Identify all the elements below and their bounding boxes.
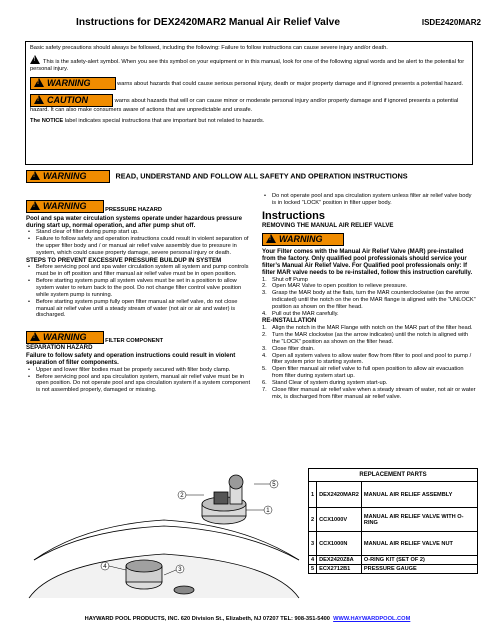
list-item: 4. Open all system valves to allow water flow from filter to pool and pool to pump / filter system prior to starting system. [262,352,472,366]
notice-definition: The NOTICE label indicates special instructions that are important but not related to hazards. [30,117,265,124]
list-item: • Failure to follow safety and operation instructions could result in violent separation of the upper filter body and / or manual air relief valve assembly due to pressure in system, which could cause property damage, severe personal injury or death. [26,236,252,257]
list-item: 1. Align the notch in the MAR Flange with notch on the MAR part of the filter head. [262,324,473,331]
parts-table-header: REPLACEMENT PARTS [309,469,478,482]
page-footer: HAYWARD POOL PRODUCTS, INC. 620 Division St., Elizabeth, NJ 07207 TEL: 908-351-5400 WWW.HAYWARDPOOL.COM [84,616,411,622]
steps-heading: STEPS TO PREVENT EXCESSIVE PRESSURE BUILDUP IN SYSTEM [26,256,222,264]
list-item: 4. Pull out the MAR carefully. [262,311,339,318]
diagram-label: 3 [178,567,182,574]
notice-text: Your Filter comes with the Manual Air Relief Valve (MAR) pre-installed from the factory. Only qualified pool professionals should service your filter’s Manual Air Relief Valve. For Qualified pool professionals only: If filter MAR valve needs to be re-installed, follow this instruction carefully. [262,247,473,277]
document-code: ISDE2420MAR2 [421,18,481,27]
list-item: 5. Open filter manual air relief valve to full open position to allow air evacuation from filter during system start up. [262,366,464,380]
warning-label: !WARNING [30,77,116,90]
removing-heading: REMOVING THE MANUAL AIR RELIEF VALVE [262,221,394,229]
list-item: • Before servicing pool and spa circulation system, manual air relief valve must be in open position. Do not operate pool and spa circulation system if a system component is not assembled properly, damaged or missing. [26,374,252,395]
filter-component-heading: !WARNING FILTER COMPONENT [26,331,252,345]
separation-heading: SEPARATION HAZARD [26,344,93,352]
warning-definition: !WARNING warns about hazards that could cause serious personal injury, death or major property damage and if ignored presents a potential hazard. [30,77,468,90]
page-title: Instructions for DEX2420MAR2 Manual Air Relief Valve [76,17,341,28]
safety-alert-icon [30,55,40,64]
caution-definition: !CAUTION warns about hazards that will or can cause minor or moderate personal injury and/or property damage and if ignored presents a potential hazard. It can also make consumers aware of actions that are unpredictable and unsafe. [30,94,468,114]
warning-label: !WARNING [26,170,110,183]
table-row: 4 DEX2420Z8A O-RING KIT (SET OF 2) [309,556,478,565]
table-row: 2 CCX1000V MANUAL AIR RELIEF VALVE WITH O-RING [309,508,478,532]
safety-heading: !WARNING READ, UNDERSTAND AND FOLLOW ALL SAFETY AND OPERATION INSTRUCTIONS [26,170,471,183]
diagram-label: 4 [103,564,107,571]
list-item: 7. Close filter manual air relief valve when a steady stream of water, not air or water mix, is discharged from filter manual air relief valve. [262,387,476,400]
diagram-label: 2 [180,493,184,500]
remove-steps [262,277,476,318]
pressure-list [26,229,252,257]
lock-list [262,193,476,207]
warning-label: !WARNING [26,200,104,213]
removing-warning [262,233,476,246]
list-item: 2. Turn the MAR clockwise (as the arrow indicates) until the notch is aligned with the “LOCK” position as shown on the filter head. [262,331,469,345]
right-column [262,193,476,401]
list-item: • Upper and lower filter bodies must be properly secured with filter body clamp. [26,367,252,374]
safety-intro-box [25,41,473,165]
table-row: 5 ECX2712B1 PRESSURE GAUGE [309,565,478,574]
instructions-heading: Instructions [262,209,325,222]
website-link[interactable]: WWW.HAYWARDPOOL.COM [333,616,411,622]
reinstall-steps [262,325,476,401]
list-item: • Do not operate pool and spa circulation system unless filter air relief valve body is in locked “LOCK” position in filter upper body. [262,193,476,207]
warning-label: !WARNING [26,331,104,344]
steps-list [26,264,252,319]
reinstall-heading: RE-INSTALLATION [262,316,317,324]
pressure-intro: Pool and spa water circulation systems operate under hazardous pressure during start up, normal operation, and after pump shut off. [26,214,243,230]
list-item: 3. Grasp the MAR body at the flats, turn the MAR counterclockwise (as the arrow indicated) until the notch on the on the MAR flange is aligned with the “UNLOCK” position as shown on the filter head. [262,290,476,311]
diagram-label: 5 [272,482,276,489]
diagram-label: 1 [266,508,270,515]
page-header [76,17,486,31]
list-item: 1. Shut off Pump [262,276,308,283]
separation-list [26,367,252,395]
warning-label: !WARNING [262,233,344,246]
list-item: 3. Close filter drain. [262,345,315,352]
list-item: • Before starting system pump all system valves must be set in a position to allow system water to return back to the pool. Do not change filter control valve position while system pump is running. [26,278,252,299]
list-item: • Stand clear of filter during pump start up. [26,229,252,236]
list-item: • Before starting system pump fully open filter manual air relief valve, do not close manual air relief valve until a steady stream of water (not air or air and water) is discharged. [26,299,252,320]
exploded-parts-diagram [24,470,304,600]
table-row: 1 DEX2420MAR2 MANUAL AIR RELIEF ASSEMBLY [309,482,478,508]
table-row: 3 CCX1000N MANUAL AIR RELIEF VALVE NUT [309,532,478,556]
left-column [26,200,252,394]
caution-label: !CAUTION [30,94,113,107]
separation-intro: Failure to follow safety and operation instructions could result in violent separation of filter components. [26,352,236,367]
list-item: 2. Open MAR Valve to open position to relieve pressure. [262,283,408,290]
safety-symbol-paragraph: !This is the safety-alert symbol. When you see this symbol on your equipment or in this manual, look for one of the following signal words and be alert to the potential for personal injury. [30,55,468,73]
list-item: 6. Stand Clear of system during system start-up. [262,380,388,387]
intro-paragraph: Basic safety precautions should always be followed, including the following: Failure to follow instructions can cause severe injury and/or death. [30,45,388,51]
list-item: • Before servicing pool and spa water circulation system all system and pump controls must be in off position and filter manual air relief valve must be in open position. [26,264,252,278]
pressure-hazard-heading: !WARNING PRESSURE HAZARD [26,200,252,214]
replacement-parts-table [308,468,478,574]
